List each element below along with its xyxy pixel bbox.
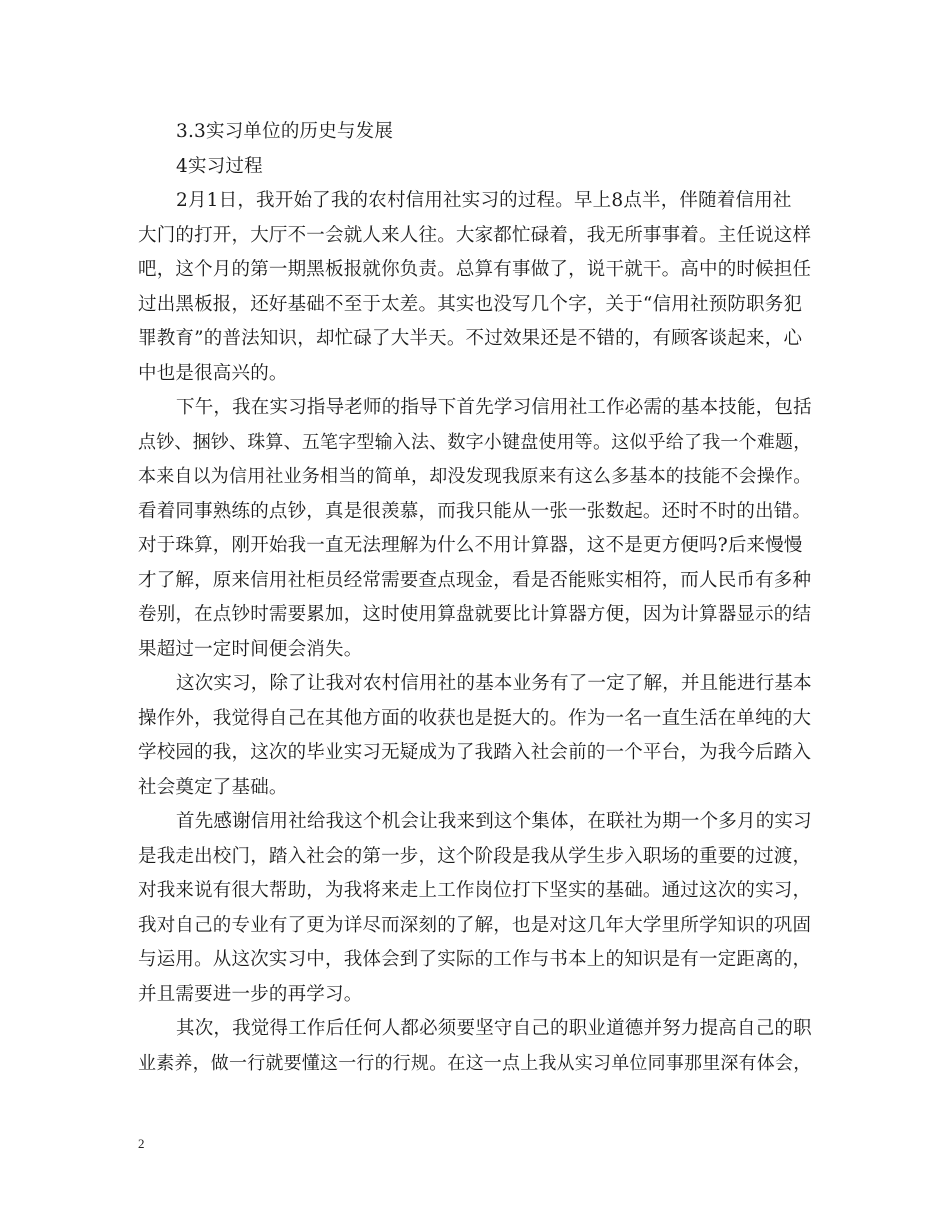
text-line: 我对自己的专业有了更为详尽而深刻的了解，也是对这几年大学里所学知识的巩固 (138, 914, 812, 936)
text-line: 卷别，在点钞时需要累加，这时使用算盘就要比计算器方便，因为计算器显示的结 (138, 604, 812, 625)
text-line: 这次实习，除了让我对农村信用社的基本业务有了一定了解，并且能进行基本 (176, 673, 812, 694)
text-line: 是我走出校门，踏入社会的第一步，这个阶段是我从学生步入职场的重要的过渡， (138, 845, 812, 867)
text-line: 对于珠算，刚开始我一直无法理解为什么不用计算器，这不是更方便吗?后来慢慢 (138, 535, 803, 556)
text-line: 学校园的我，这次的毕业实习无疑成为了我踏入社会前的一个平台，为我今后踏入 (138, 742, 812, 763)
page-number: 2 (138, 1136, 145, 1151)
text-line: 下午，我在实习指导老师的指导下首先学习信用社工作必需的基本技能，包括 (176, 397, 812, 418)
text-line: 2月1日，我开始了我的农村信用社实习的过程。早上8点半，伴随着信用社 (176, 190, 792, 211)
text-line: 其次，我觉得工作后任何人都必须要坚守自己的职业道德并努力提高自己的职 (176, 1018, 812, 1039)
text-line: 果超过一定时间便会消失。 (138, 638, 363, 660)
text-line: 并且需要进一步的再学习。 (138, 983, 363, 1005)
text-line: 4实习过程 (176, 155, 263, 177)
text-line: 中也是很高兴的。 (138, 362, 288, 384)
text-line: 点钞、捆钞、珠算、五笔字型输入法、数字小键盘使用等。这似乎给了我一个难题， (138, 431, 812, 453)
text-line: 吧，这个月的第一期黑板报就你负责。总算有事做了，说干就干。高中的时候担任 (138, 259, 812, 280)
text-line: 社会奠定了基础。 (138, 776, 288, 798)
text-line: 业素养，做一行就要懂这一行的行规。在这一点上我从实习单位同事那里深有体会， (138, 1052, 812, 1074)
text-line: 看着同事熟练的点钞，真是很羡慕，而我只能从一张一张数起。还时不时的出错。 (138, 500, 812, 522)
text-line: 大门的打开，大厅不一会就人来人往。大家都忙碌着，我无所事事着。主任说这样 (138, 224, 812, 246)
text-line: 对我来说有很大帮助，为我将来走上工作岗位打下坚实的基础。通过这次的实习， (138, 880, 812, 901)
text-line: 过出黑板报，还好基础不至于太差。其实也没写几个字，关于“信用社预防职务犯 (138, 293, 803, 315)
text-line: 首先感谢信用社给我这个机会让我来到这个集体，在联社为期一个多月的实习 (176, 811, 812, 832)
text-line: 本来自以为信用社业务相当的简单，却没发现我原来有这么多基本的技能不会操作。 (138, 466, 812, 487)
text-line: 罪教育”的普法知识，却忙碌了大半天。不过效果还是不错的，有顾客谈起来，心 (138, 328, 803, 349)
text-line: 操作外，我觉得自己在其他方面的收获也是挺大的。作为一名一直生活在单纯的大 (138, 707, 812, 729)
text-line: 与运用。从这次实习中，我体会到了实际的工作与书本上的知识是有一定距离的， (138, 949, 812, 970)
text-line: 3.3实习单位的历史与发展 (176, 121, 394, 142)
text-line: 才了解，原来信用社柜员经常需要查点现金，看是否能账实相符，而人民币有多种 (138, 569, 812, 591)
